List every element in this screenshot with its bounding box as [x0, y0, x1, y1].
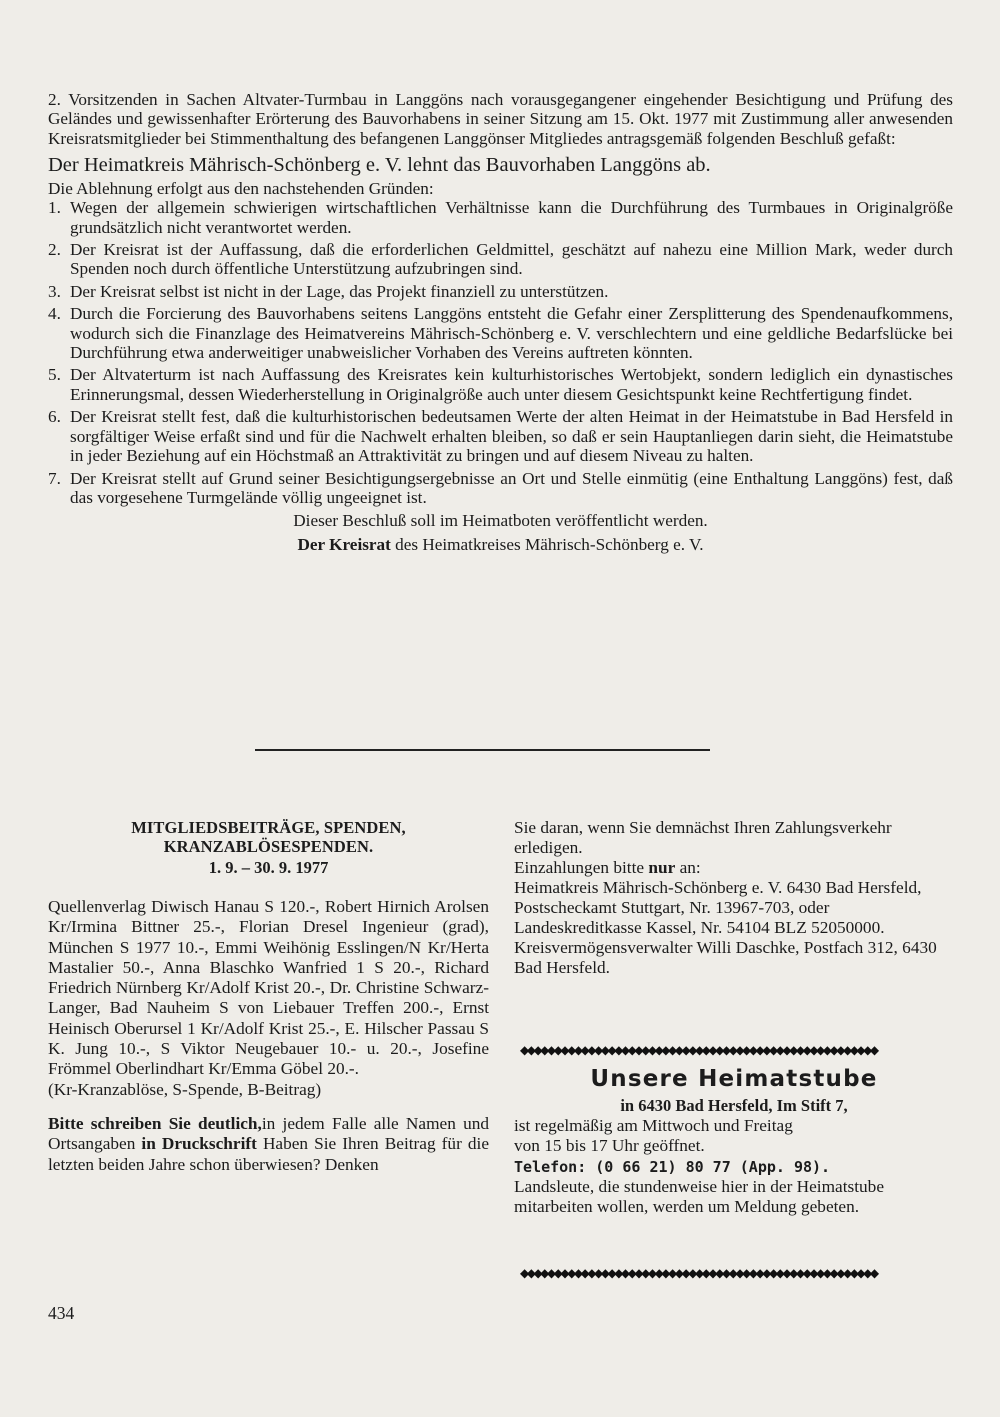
- article-headline: Der Heimatkreis Mährisch-Schönberg e. V. lehnt das Bauvorhaben Langgöns ab.: [48, 154, 711, 177]
- signature-bold: Der Kreisrat: [297, 535, 391, 555]
- reason-item: [48, 365, 953, 404]
- payment-details: Heimatkreis Mährisch-Schönberg e. V. 6430 Bad Hersfeld, Postscheckamt Stuttgart, Nr. 13967-703, oder Landeskreditkasse Kassel, Nr. 54104 BLZ 52050000.: [514, 878, 922, 937]
- signature-rest: des Heimatkreises Mährisch-Schönberg e. V.: [390, 535, 704, 555]
- article-lead: Die Ablehnung erfolgt aus den nachstehenden Gründen:: [48, 179, 434, 199]
- section-divider-line: [255, 749, 710, 751]
- notice-bold-2: in Druckschrift: [141, 1134, 257, 1154]
- reason-text: Der Kreisrat ist der Auffassung, daß die erforderlichen Geldmittel, geschätzt auf nahezu eine Million Mark, weder durch Spenden noch durch öffentliche Unterstützung aufzubringen sind.: [70, 240, 953, 279]
- payment-intro: [514, 858, 954, 878]
- heimatstube-title: Unsere Heimatstube: [590, 1066, 878, 1092]
- reason-item: [48, 282, 953, 301]
- heimatstube-notice: [514, 1066, 954, 1217]
- reasons-list: [48, 198, 953, 507]
- page-number: 434: [48, 1303, 75, 1323]
- reason-text: Der Kreisrat stellt fest, daß die kulturhistorischen bedeutsamen Werte der alten Heimat in der Heimatstube in Bad Hersfeld in sorgfältiger Weise erfaßt sind und für die Nachwelt erhalten bleiben, so daß er sein Hauptanliegen darin sieht, die Heimatstube in jeder Beziehung auf ein Höchstmaß an Attraktivität zu bringen und auf diesem Niveau zu halten.: [70, 407, 953, 466]
- reason-text: Der Kreisrat selbst ist nicht in der Lage, das Projekt finanziell zu unterstützen.: [70, 281, 609, 301]
- notice-text-1: in jedem Falle alle Namen und Ortsangaben: [48, 1113, 489, 1154]
- notice-continuation: Sie daran, wenn Sie demnächst Ihren Zahlungsverkehr erledigen.: [514, 818, 892, 857]
- payment-intro-bold: nur: [648, 858, 676, 877]
- payment-intro-text: Einzahlungen bitte: [514, 858, 649, 877]
- donations-legend: (Kr-Kranzablöse, S-Spende, B-Beitrag): [48, 1079, 322, 1099]
- reason-text: Der Kreisrat stellt auf Grund seiner Besichtigungsergebnisse an Ort und Stelle einmütig (eine Enthaltung Langgöns) fest, daß das vorgesehene Turmgelände völlig ungeeignet ist.: [70, 468, 953, 507]
- payment-column: [514, 818, 954, 978]
- donations-list: Quellenverlag Diwisch Hanau S 120.-, Robert Hirnich Arolsen Kr/Irmina Bittner 25.-, Florian Dresel Ingenieur (grad), München S 1977 10.-, Emmi Weihönig Esslingen/N Kr/Herta Mastalier 50.-, Anna Blaschko Wanfried 1 S 20.-, Richard Friedrich Nürnberg Kr/Adolf Krist 20.-, Dr. Christine Schwarz-Langer, Bad Nauheim S von Liebauer Treffen 200.-, Ernst Heinisch Oberursel 1 Kr/Adolf Krist 25.-, E. Hilscher Passau S K. Jung 10.-, S Viktor Neugebauer 10.- u. 20.-, Josefine Frömmel Oberlindhart Kr/Emma Göbel 20.-.: [48, 897, 489, 1079]
- heimatstube-volunteers: Landsleute, die stundenweise hier in der Heimatstube mitarbeiten wollen, werden um Meldung gebeten.: [514, 1176, 884, 1216]
- write-clearly-notice: [48, 1114, 489, 1175]
- reason-text: Wegen der allgemein schwierigen wirtschaftlichen Verhältnisse kann die Durchführung des Turmbaues in Originalgröße grundsätzlich nicht verantwortet werden.: [70, 198, 953, 237]
- heimatstube-telephone: Telefon: (0 66 21) 80 77 (App. 98).: [514, 1157, 831, 1176]
- donations-column: [48, 818, 489, 1175]
- reason-number: 7.: [48, 468, 61, 488]
- article-signature: [48, 534, 953, 555]
- publication-note: Dieser Beschluß soll im Heimatboten veröffentlicht werden.: [293, 511, 708, 531]
- reason-number: 3.: [48, 281, 61, 301]
- reason-number: 1.: [48, 198, 61, 218]
- article-intro: 2. Vorsitzenden in Sachen Altvater-Turmbau in Langgöns nach vorausgegangener eingehender Besichtigung und Prüfung des Geländes und gewissenhafter Erörterung des Bauvorhabens in seiner Sitzung am 15. Okt. 1977 mit Zustimmung aller anwesenden Kreisratsmitglieder bei Stimmenthaltung des befangenen Langgönser Mitgliedes antragsgemäß folgenden Beschluß gefaßt:: [48, 90, 953, 148]
- reason-text: Der Altvaterturm ist nach Auffassung des Kreisrates kein kulturhistorisches Wertobjekt, sondern lediglich ein dynastisches Erinnerungsmal, dessen Wiederherstellung in Originalgröße auch unter diesem Gesichtspunkt keine Rechtfertigung findet.: [70, 365, 953, 404]
- reason-text: Durch die Forcierung des Bauvorhabens seitens Langgöns entsteht die Gefahr einer Zersplitterung des Spendenaufkommens, wodurch sich die Finanzlage des Heimatvereins Mährisch-Schönberg e. V. verschlechtern und eine geldliche Bedarfslücke bei Durchführung etwa anderweitiger unabweislicher Vorhaben des Vereins auftreten könnten.: [70, 304, 953, 363]
- reason-number: 5.: [48, 365, 61, 385]
- reason-number: 4.: [48, 304, 61, 324]
- reason-item: [48, 198, 953, 237]
- reason-number: 6.: [48, 407, 61, 427]
- diamond-divider-bottom: ◆◆◆◆◆◆◆◆◆◆◆◆◆◆◆◆◆◆◆◆◆◆◆◆◆◆◆◆◆◆◆◆◆◆◆◆◆◆◆◆◆◆◆◆◆◆◆◆◆◆◆◆◆: [520, 1266, 877, 1280]
- kreisrat-resolution-article: [48, 90, 953, 555]
- reason-item: [48, 469, 953, 508]
- donations-title-line1: MITGLIEDSBEITRÄGE, SPENDEN,: [131, 818, 406, 837]
- diamond-divider-top: ◆◆◆◆◆◆◆◆◆◆◆◆◆◆◆◆◆◆◆◆◆◆◆◆◆◆◆◆◆◆◆◆◆◆◆◆◆◆◆◆◆◆◆◆◆◆◆◆◆◆◆◆◆: [520, 1043, 877, 1057]
- heimatstube-address: in 6430 Bad Hersfeld, Im Stift 7,: [620, 1096, 848, 1115]
- notice-bold-1: Bitte schreiben Sie deutlich,: [48, 1113, 262, 1133]
- reason-item: [48, 240, 953, 279]
- reason-item: [48, 304, 953, 362]
- asset-administrator: Kreisvermögensverwalter Willi Daschke, Postfach 312, 6430 Bad Hersfeld.: [514, 938, 937, 977]
- notice-text-2: Haben Sie Ihren Beitrag für die letzten beiden Jahre schon überwiesen? Denken: [48, 1134, 489, 1174]
- heimatstube-hours-line1: ist regelmäßig am Mittwoch und Freitag: [514, 1116, 793, 1135]
- reason-item: [48, 407, 953, 465]
- donations-date-range: 1. 9. – 30. 9. 1977: [208, 858, 329, 877]
- reason-number: 2.: [48, 240, 61, 260]
- donations-title-line2: KRANZABLÖSESPENDEN.: [163, 837, 374, 856]
- payment-intro-end: an:: [675, 858, 701, 877]
- heimatstube-hours-line2: von 15 bis 17 Uhr geöffnet.: [514, 1136, 705, 1156]
